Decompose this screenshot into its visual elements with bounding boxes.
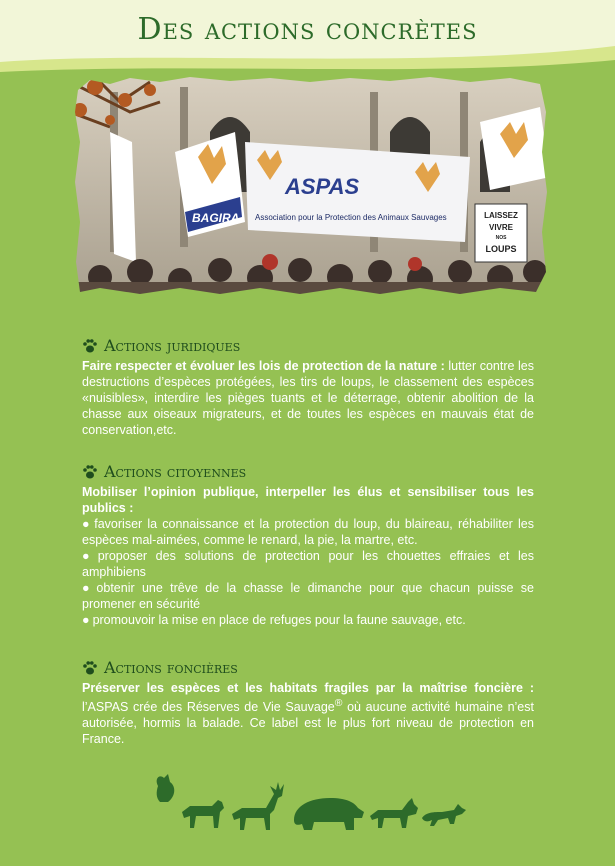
section-lead: Mobiliser l’opinion publique, interpeller les élus et sensibiliser tous les publics :	[82, 485, 534, 515]
sign-line-1: LAISSEZ	[484, 211, 518, 220]
paw-print-icon	[82, 660, 98, 676]
sign-line-4: LOUPS	[485, 244, 517, 254]
section-heading-foncieres	[82, 658, 534, 678]
section-heading-text: Actions foncières	[104, 658, 238, 677]
lynx-icon	[370, 798, 418, 828]
wolf-icon	[182, 800, 224, 828]
section-actions-foncieres	[82, 658, 534, 747]
list-item: ● proposer des solutions de protection pour les chouettes effraies et les amphibiens	[82, 549, 534, 579]
section-lead: Faire respecter et évoluer les lois de protection de la nature :	[82, 359, 445, 373]
sign-line-2: VIVRE	[488, 223, 514, 232]
deer-icon	[232, 782, 284, 830]
section-lead: Préserver les espèces et les habitats fragiles par la maîtrise foncière :	[82, 681, 534, 695]
page-title: Des actions concrètes	[137, 12, 478, 47]
paw-print-icon	[82, 464, 98, 480]
section-text: lutter contre les destructions d’espèces protégées, les tirs de loups, le classement des espèces «nuisibles», interdire les pièges tuants et le déterrage, obtenir abolition de la chasse aux oiseaux migrateurs, et de toutes les espèces en mauvais état de conservation,etc.	[82, 359, 534, 437]
registered-mark: ®	[334, 698, 343, 709]
bear-icon	[294, 798, 364, 830]
banner-main-text: ASPAS	[285, 174, 360, 199]
section-body-juridiques	[82, 358, 534, 438]
section-heading-citoyennes	[82, 462, 534, 482]
protest-photo	[70, 72, 552, 300]
section-body-foncieres: Préserver les espèces et les habitats fragiles par la maîtrise foncière : l’ASPAS crée des Réserves de Vie Sauvage® où aucune activité humaine n’est autorisée, hormis la balade. Ce label est le plus fort niveau de protection en France.	[82, 681, 534, 747]
section-actions-citoyennes	[82, 462, 534, 628]
section-actions-juridiques	[82, 336, 534, 438]
owl-icon	[157, 774, 175, 802]
paw-print-icon	[82, 338, 98, 354]
sign-line-3: NOS	[495, 235, 507, 241]
section-heading-juridiques	[82, 336, 534, 356]
fox-icon	[422, 804, 466, 826]
list-item: ● promouvoir la mise en place de refuges pour la faune sauvage, etc.	[82, 613, 466, 627]
list-item: ● favoriser la connaissance et la protection du loup, du blaireau, réhabiliter les espèces mal-aimées, comme le renard, la pie, la martre, etc.	[82, 517, 534, 547]
animal-silhouettes	[150, 772, 470, 836]
list-item: ● obtenir une trêve de la chasse le dimanche pour que chacun puisse se promener en sécurité	[82, 581, 534, 611]
section-heading-text: Actions citoyennes	[104, 462, 247, 481]
section-heading-text: Actions juridiques	[104, 336, 241, 355]
banner-subtitle-text: Association pour la Protection des Animaux Sauvages	[255, 213, 447, 222]
flag-left-text: BAGIRA	[192, 211, 240, 225]
